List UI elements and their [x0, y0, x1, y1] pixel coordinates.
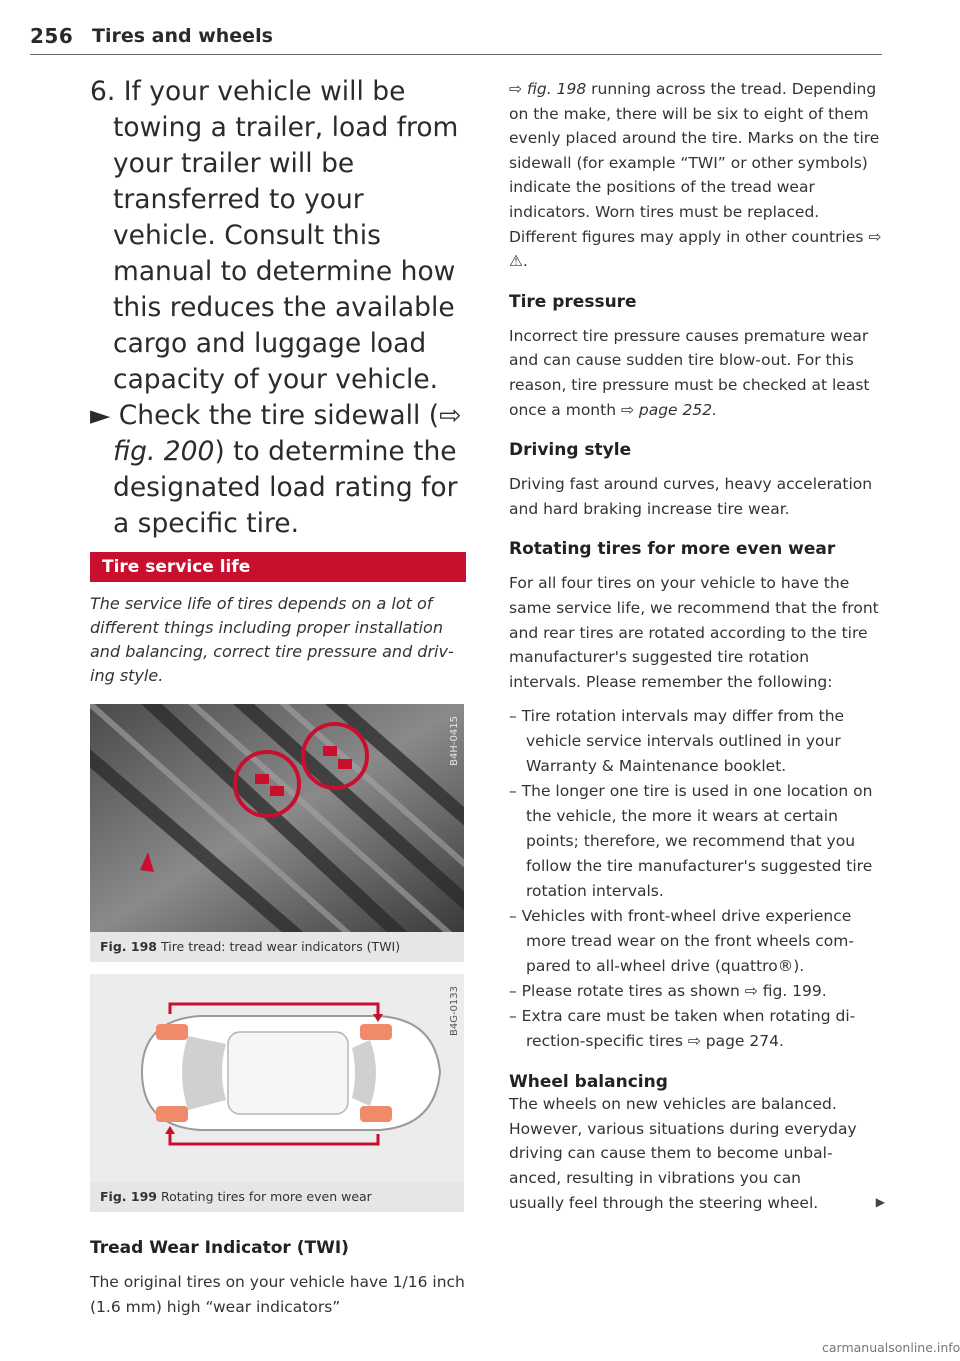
rotating-tires-body: For all four tires on your vehicle to have the same service life, we recommend that the front and rear tires are rotated according to the tire manufacturer's suggested tire rotation intervals. Please remember the following:	[509, 574, 879, 691]
figure-199-caption	[90, 1182, 464, 1212]
twi-continued-text: running across the tread. Depending on the make, there will be six to eight of them evenly placed around the tire. Marks on the tire sidewall (for example “TWI” or other symbols) indicate the positions of the tread wear indicators. Worn tires must be replaced. Different figures may apply in other countries ⇨ ⚠.	[509, 80, 882, 271]
figure-code: B4G-0133	[449, 986, 460, 1037]
twi-body: The original tires on your vehicle have 1/16 inch (1.6 mm) high “wear indicators”	[90, 1273, 465, 1316]
fig-198-link[interactable]: ⇨ fig. 198	[509, 80, 587, 98]
twi-continued	[509, 77, 885, 274]
bullet-text-pre: ► Check the tire sidewall (	[90, 400, 440, 431]
pressure-text: Incorrect tire pressure causes premature wear and can cause sudden tire blow-out. For this reason, tire pressure must be checked at least once a month	[509, 326, 870, 419]
check-sidewall-bullet	[90, 398, 466, 542]
figure-label: Fig. 198	[100, 939, 157, 954]
tread-image	[90, 704, 464, 932]
list-item: – Vehicles with front-wheel drive experience more tread wear on the front wheels compared to all-wheel drive (quattro®).	[509, 907, 854, 976]
caption-text: Rotating tires for more even wear	[160, 1189, 372, 1204]
instruction-block	[90, 74, 466, 542]
twi-heading: Tread Wear Indicator (TWI)	[90, 1238, 349, 1258]
list-item: – The longer one tire is used in one location on the vehicle, the more it wears at certain points; therefore, we recommend that you follow the tire manufacturer's suggested tire rotation intervals.	[509, 782, 873, 901]
driving-style-body: Driving fast around curves, heavy acceleration and hard braking increase tire wear.	[509, 475, 873, 518]
page-252-link[interactable]: ⇨ page 252.	[620, 400, 718, 419]
figure-198	[90, 704, 464, 962]
tire-pressure-body	[509, 324, 885, 422]
bullet-text-post: ) to determine the designated load rating for a specific tire.	[113, 436, 458, 539]
tire-pressure-heading: Tire pressure	[509, 291, 637, 312]
fig-200-link[interactable]: ⇨ fig. 200	[113, 400, 462, 467]
figure-198-caption	[90, 932, 464, 962]
driving-style-heading: Driving style	[509, 440, 632, 461]
section-title: Tires and wheels	[92, 25, 273, 47]
car-rotation-image	[90, 974, 464, 1182]
step-6: 6. If your vehicle will be towing a trailer, load from your trailer will be transferred to your vehicle. Consult this manual to determine how this reduces the available cargo and luggage load capacity of your vehicle.	[90, 76, 459, 395]
page-number: 256	[30, 24, 74, 48]
wheel-balancing-body: The wheels on new vehicles are balanced. However, various situations during everyday driving can cause them to become unbalanced, resulting in vibrations you can usually feel through the steering wheel.	[509, 1095, 857, 1212]
page-header	[30, 24, 882, 55]
watermark: carmanualsonline.info	[822, 1340, 960, 1355]
left-column	[90, 74, 466, 1319]
wheel-balancing-heading: Wheel balancing	[509, 1072, 668, 1093]
list-item: – Please rotate tires as shown ⇨ fig. 199.	[509, 982, 827, 1001]
figure-label: Fig. 199	[100, 1189, 157, 1204]
list-item: – Tire rotation intervals may differ from the vehicle service intervals outlined in your Warranty & Maintenance booklet.	[509, 707, 845, 776]
tire-tread-illustration	[90, 704, 464, 932]
figure-code: B4H-0415	[449, 716, 460, 766]
caption-text: Tire tread: tread wear indicators (TWI)	[160, 939, 401, 954]
rotating-tires-heading: Rotating tires for more even wear	[509, 539, 836, 560]
service-life-intro: The service life of tires depends on a lot of different things including proper installation and balancing, correct tire pressure and driving style.	[90, 594, 454, 685]
continue-arrow-icon: ▶	[875, 1195, 885, 1210]
tire-service-life-heading: Tire service life	[90, 552, 466, 582]
tire-rotation-diagram	[90, 974, 464, 1182]
right-column	[509, 77, 885, 1215]
list-item: – Extra care must be taken when rotating direction-specific tires ⇨ page 274.	[509, 1007, 856, 1051]
rotation-list	[509, 704, 885, 1054]
figure-199	[90, 974, 464, 1212]
